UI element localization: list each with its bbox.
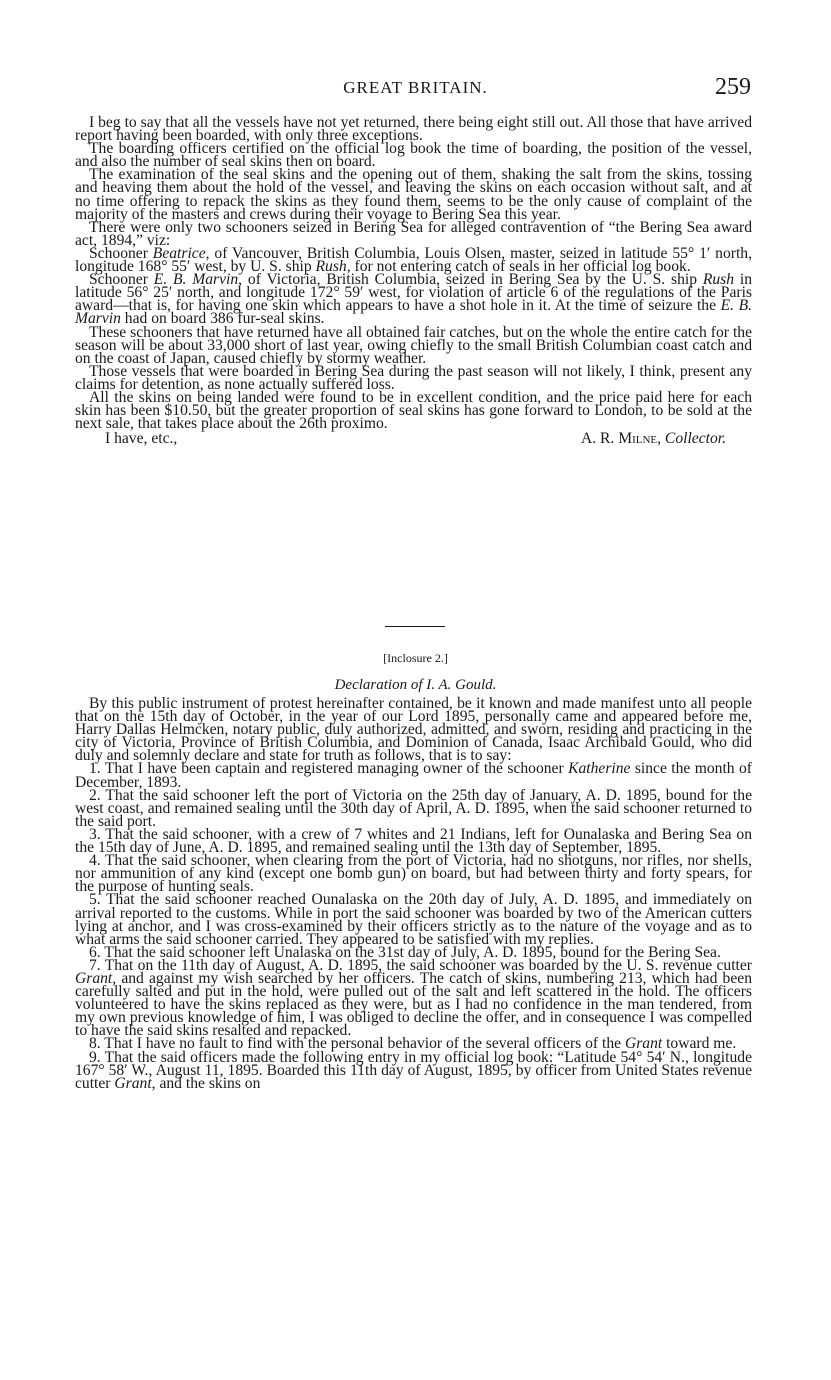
declaration-body: [75, 697, 752, 1090]
signature-line: [75, 432, 752, 446]
numbered-item: 9. That the said officers made the following entry in my official log book: “Latitude 54° 54′ N., longitude 167° 58′ W., August 11, 1895. Boarded this 11th day of August, 1895, by officer from United States revenue cutter Grant, and the skins on: [75, 1048, 752, 1092]
signature: A. R. Milne, Collector.: [580, 430, 726, 448]
numbered-item: 3. That the said schooner, with a crew of 7 whites and 21 Indians, left for Ounalaska and Bering Sea on the 15th day of June, A. D. 1895, and remained sealing until the 13th day of September, 1895.: [75, 825, 752, 857]
running-header: GREAT BRITAIN.: [343, 78, 488, 97]
paragraph: All the skins on being landed were found to be in excellent condition, and the price paid here for each skin has been $10.50, but the greater proportion of seal skins has gone forward to London, to be sold at the next sale, that takes place about the 26th proximo.: [75, 388, 752, 433]
page-number: 259: [715, 74, 751, 100]
paragraph: I beg to say that all the vessels have not yet returned, there being eight still out. All those that have arrived report having been boarded, with only three exceptions.: [75, 114, 752, 145]
numbered-item: 6. That the said schooner left Unalaska on the 31st day of July, A. D. 1895, bound for the Bering Sea.: [89, 943, 721, 961]
paragraph: The examination of the seal skins and the opening out of them, shaking the salt from the skins, tossing and heaving them about the hold of the vessel, and leaving the skins on each occasion without salt, and at no time offering to repack the skins as they found them, seems to be the only cause of complaint of the majority of the masters and crews during their voyage to Bering Sea this year.: [75, 166, 752, 223]
enclosure-label: [Inclosure 2.]: [383, 651, 448, 665]
declaration-heading: Declaration of I. A. Gould.: [334, 677, 497, 693]
numbered-item: 4. That the said schooner, when clearing from the port of Victoria, had no shotguns, nor rifles, nor shells, nor ammunition of any kind (except one bomb gun) on board, but had between thirty and forty spears, for the purpose of hunting seals.: [75, 852, 752, 896]
numbered-item: 7. That on the 11th day of August, A. D. 1895, the said schooner was boarded by the U. S. revenue cutter Grant, and against my wish searched by her officers. The catch of skins, numbering 213, which had been carefully salted and put in the hold, were pulled out of the salt and left scattered in the hold. The officers volunteered to have the skins replaced as they were, but as I had no confidence in the man tendered, from my own previous knowledge of him, I was obliged to decline the offer, and in consequence I was compelled to have the said skins resalted and repacked.: [75, 956, 752, 1040]
numbered-item: 2. That the said schooner left the port of Victoria on the 25th day of January, A. D. 1895, bound for the west coast, and remained sealing until the 30th day of April, A. D. 1895, when the said schooner returned to the said port.: [75, 786, 752, 830]
numbered-item: 5. That the said schooner reached Ounalaska on the 20th day of July, A. D. 1895, and immediately on arrival reported to the customs. While in port the said schooner was boarded by two of the American cutters lying at anchor, and I was cross-examined by their officers strictly as to the nature of the voyage and as to what arms the said schooner carried. They appeared to be satisfied with my replies.: [75, 891, 752, 948]
numbered-item: 8. That I have no fault to find with the personal behavior of the several officers of the Grant toward me.: [89, 1035, 737, 1053]
paragraph: These schooners that have returned have all obtained fair catches, but on the whole the entire catch for the season will be about 33,000 short of last year, owing chiefly to the small British Columbian coast catch and on the coast of Japan, caused chiefly by stormy weather.: [75, 323, 752, 367]
section-divider: [385, 626, 445, 627]
closing: I have, etc.,: [105, 430, 178, 448]
paragraph-marvin: Schooner E. B. Marvin, of Victoria, British Columbia, seized in Bering Sea by the U. S. ship Rush in latitude 56° 25′ north, and longitude 172° 59′ west, for violation of article 6 of the regulations of the Paris award—that is, for having one skin which appears to have a shot hole in it. At the time of seizure the E. B. Marvin had on board 386 fur-seal skins.: [75, 271, 752, 328]
numbered-item: 1. That I have been captain and registered managing owner of the schooner Katherine since the month of December, 1893.: [75, 760, 752, 791]
paragraph: The boarding officers certified on the official log book the time of boarding, the position of the vessel, and also the number of seal skins then on board.: [75, 140, 752, 171]
paragraph: By this public instrument of protest hereinafter contained, be it known and made manifest unto all people that on the 15th day of October, in the year of our Lord 1895, personally came and appeared before me, Harry Dallas Helmcken, notary public, duly authorized, admitted, and sworn, residing and practicing in the city of Victoria, Province of British Columbia, and Dominion of Canada, Isaac Archibald Gould, who did duly and solemnly declare and state for truth as follows, that is to say:: [75, 695, 752, 765]
letter-body: [75, 116, 752, 446]
paragraph-beatrice: Schooner Beatrice, of Vancouver, British Columbia, Louis Olsen, master, seized in latitude 55° 1′ north, longitude 168° 55′ west, by U. S. ship Rush, for not entering catch of seals in her official log book.: [75, 244, 752, 276]
paragraph: Those vessels that were boarded in Bering Sea during the past season will not likely, I think, present any claims for detention, as none actually suffered loss.: [75, 362, 752, 393]
paragraph: There were only two schooners seized in Bering Sea for alleged contravention of “the Bering Sea award act, 1894,” viz:: [75, 218, 752, 249]
